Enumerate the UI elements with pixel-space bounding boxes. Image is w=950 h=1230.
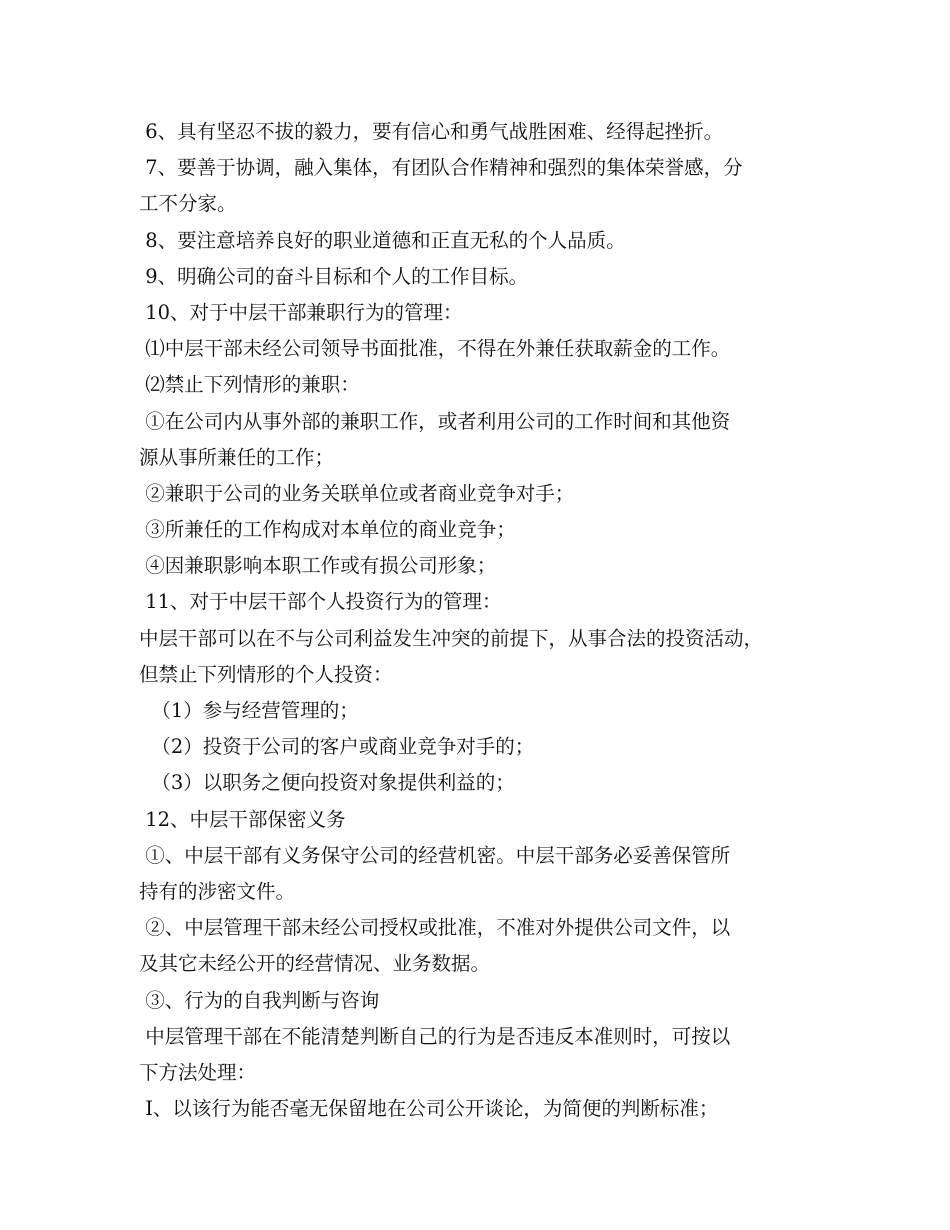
text-line: 9、明确公司的奋斗目标和个人的工作目标。	[139, 264, 529, 288]
text-line: ③所兼任的工作构成对本单位的商业竞争；	[139, 518, 516, 542]
text-line: ②兼职于公司的业务关联单位或者商业竞争对手；	[139, 481, 575, 505]
text-line: ②、中层管理干部未经公司授权或批准，不准对外提供公司文件，以	[139, 916, 731, 940]
text-line: 中层干部可以在不与公司利益发生冲突的前提下，从事合法的投资活动，	[139, 626, 764, 650]
text-line: ①在公司内从事外部的兼职工作，或者利用公司的工作时间和其他资	[139, 409, 731, 433]
text-line: （3）以职务之便向投资对象提供利益的；	[139, 771, 515, 795]
text-line: 中层管理干部在不能清楚判断自己的行为是否违反本准则时，可按以	[139, 1024, 731, 1048]
document-body	[139, 114, 829, 1127]
text-line: 工不分家。	[139, 192, 237, 216]
text-line: 下方法处理：	[139, 1060, 257, 1084]
text-line: ④因兼职影响本职工作或有损公司形象；	[139, 554, 497, 578]
text-line: 10、对于中层干部兼职行为的管理：	[139, 300, 463, 324]
text-line: 11、对于中层干部个人投资行为的管理：	[139, 590, 502, 614]
text-line: （1）参与经营管理的；	[139, 699, 359, 722]
text-line: ⑵禁止下列情形的兼职：	[139, 373, 360, 397]
text-line: 及其它未经公开的经营情况、业务数据。	[139, 952, 491, 976]
text-line: 源从事所兼任的工作；	[139, 445, 335, 469]
text-line: 8、要注意培养良好的职业道德和正直无私的个人品质。	[139, 228, 626, 252]
text-line: 但禁止下列情形的个人投资：	[139, 662, 393, 686]
text-line: Ⅰ、以该行为能否毫无保留地在公司公开谈论，为简便的判断标准；	[139, 1097, 719, 1121]
text-line: ③、行为的自我判断与咨询	[139, 988, 380, 1012]
text-line: ①、中层干部有义务保守公司的经营机密。中层干部务必妥善保管所	[139, 843, 731, 867]
text-line: 7、要善于协调，融入集体，有团队合作精神和强烈的集体荣誉感，分	[139, 156, 743, 180]
text-line: （2）投资于公司的客户或商业竞争对手的；	[139, 735, 535, 759]
text-line: 6、具有坚忍不拔的毅力，要有信心和勇气战胜困难、经得起挫折。	[139, 120, 724, 143]
text-line: 持有的涉密文件。	[139, 879, 296, 903]
text-line: 12、中层干部保密义务	[139, 807, 346, 831]
text-line: ⑴中层干部未经公司领导书面批准，不得在外兼任获取薪金的工作。	[139, 337, 731, 361]
